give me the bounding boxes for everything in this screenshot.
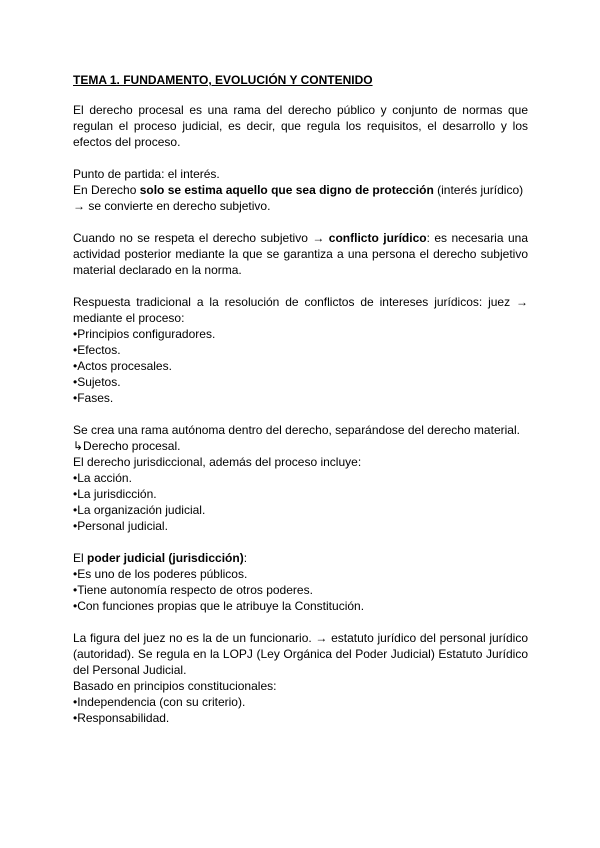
rama-line3: El derecho jurisdiccional, además del proceso incluye: [73,455,362,469]
respuesta-paragraph: Respuesta tradicional a la resolución de conflictos de intereses jurídicos: juez → mediante el proceso: [73,295,528,325]
list-item: •Efectos. [73,343,121,357]
list-item: •Personal judicial. [73,519,168,533]
list-item: •Actos procesales. [73,359,172,373]
rama-line1: Se crea una rama autónoma dentro del derecho, separándose del derecho material. [73,423,520,437]
poder-bold: poder judicial (jurisdicción) [87,551,244,565]
punto-partida: Punto de partida: el interés. [73,167,220,181]
document-content [73,72,528,726]
list-item: •Principios configuradores. [73,327,216,341]
list-item: •Responsabilidad. [73,711,170,725]
list-item: •Con funciones propias que le atribuye la Constitución. [73,599,365,613]
list-item: •La jurisdicción. [73,487,157,501]
list-item: •Sujetos. [73,375,121,389]
poder-heading: El poder judicial (jurisdicción): [73,551,248,565]
rama-line2: ↳Derecho procesal. [73,439,181,453]
derecho-paragraph: En Derecho solo se estima aquello que sea digno de protección (interés jurídico) [73,183,524,197]
list-item: •La acción. [73,471,132,485]
derecho-line2: → se convierte en derecho subjetivo. [73,199,271,213]
conflicto-paragraph: Cuando no se respeta el derecho subjetivo → conflicto jurídico: es necesaria una actividad posterior mediante la que se garantiza a una persona el derecho subjetivo material declarado en la norma. [73,231,529,277]
juez-line2: Basado en principios constitucionales: [73,679,277,693]
list-item: •Tiene autonomía respecto de otros poderes. [73,583,313,597]
list-item: •Independencia (con su criterio). [73,695,246,709]
derecho-bold: solo se estima aquello que sea digno de protección [139,183,434,197]
list-item: •Es uno de los poderes públicos. [73,567,248,581]
conflicto-bold: conflicto jurídico [328,231,427,245]
juez-paragraph: La figura del juez no es la de un funcionario. → estatuto jurídico del personal jurídico (autoridad). Se regula en la LOPJ (Ley Orgánica del Poder Judicial) Estatuto Jurídico del Personal Judicial. [73,631,528,677]
list-item: •Fases. [73,391,114,405]
list-item: •La organización judicial. [73,503,206,517]
page-title: TEMA 1. FUNDAMENTO, EVOLUCIÓN Y CONTENIDO [73,73,373,87]
intro-paragraph: El derecho procesal es una rama del derecho público y conjunto de normas que regulan el proceso judicial, es decir, que regula los requisitos, el desarrollo y los efectos del proceso. [73,103,528,149]
